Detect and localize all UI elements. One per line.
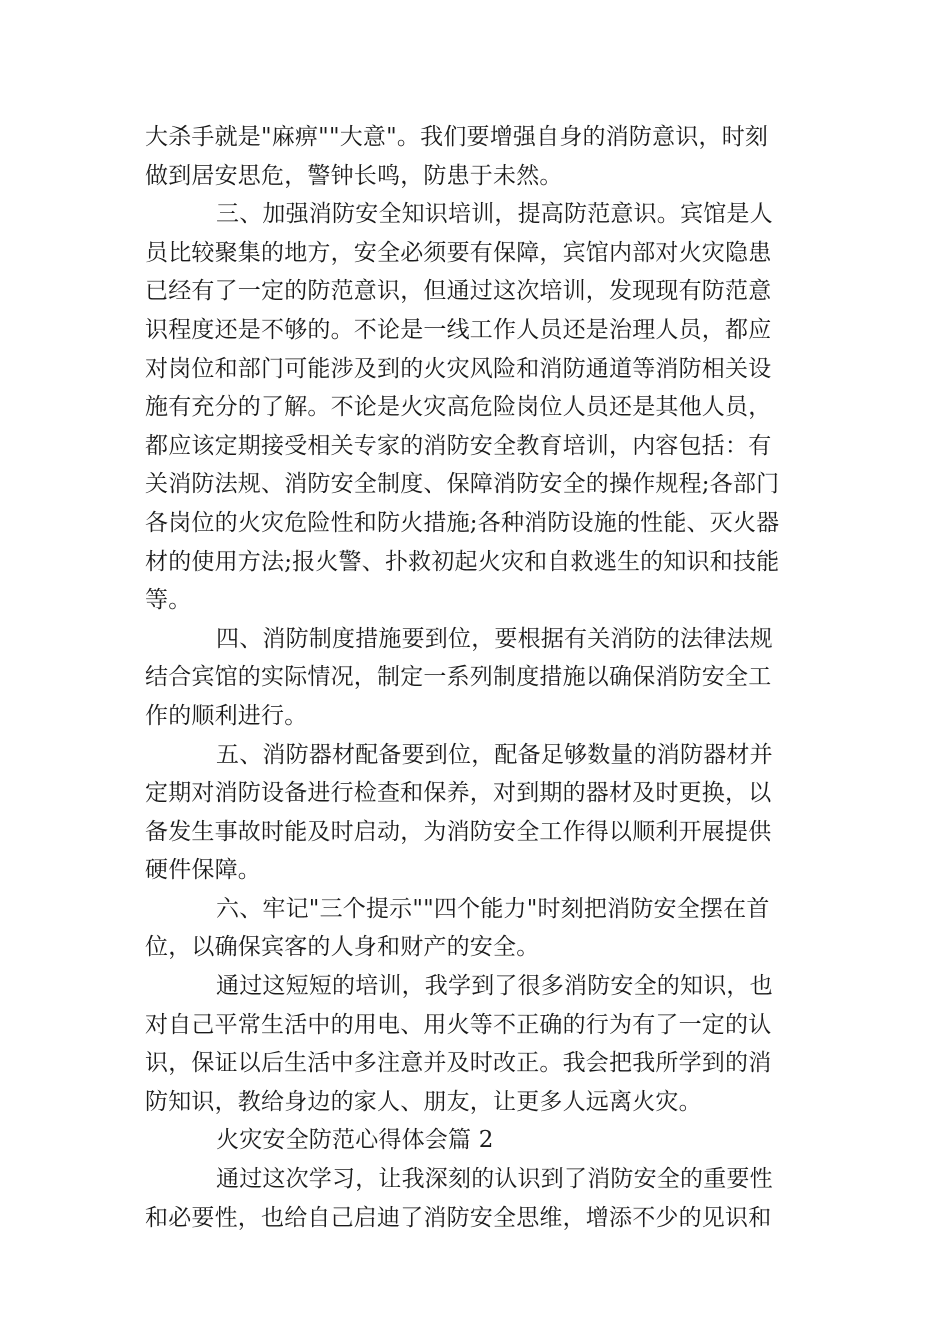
- text-line: 员比较聚集的地方，安全必须要有保障，宾馆内部对火灾隐患: [145, 239, 772, 266]
- paragraph-first-line: 通过这短短的培训，我学到了很多消防安全的知识，也: [216, 973, 773, 1000]
- text-line: 材的使用方法;报火警、扑救初起火灾和自救逃生的知识和技能: [145, 548, 780, 575]
- text-line: 施有充分的了解。不论是火灾高危险岗位人员还是其他人员，: [145, 394, 772, 421]
- document-body: [145, 118, 805, 1237]
- paragraph-first-line: 通过这次学习，让我深刻的认识到了消防安全的重要性: [216, 1166, 773, 1193]
- paragraph-first-line: 火灾安全防范心得体会篇 2: [216, 1127, 494, 1154]
- text-line: 防知识，教给身边的家人、朋友，让更多人远离火灾。: [145, 1088, 702, 1115]
- text-line: 等。: [145, 587, 192, 614]
- text-line: 识，保证以后生活中多注意并及时改正。我会把我所学到的消: [145, 1050, 772, 1077]
- text-line: 备发生事故时能及时启动，为消防安全工作得以顺利开展提供: [145, 818, 772, 845]
- text-line: 关消防法规、消防安全制度、保障消防安全的操作规程;各部门: [145, 471, 780, 498]
- text-line: 位，以确保宾客的人身和财产的安全。: [145, 934, 540, 961]
- text-line: 定期对消防设备进行检查和保养，对到期的器材及时更换，以: [145, 780, 772, 807]
- paragraph-first-line: 四、消防制度措施要到位，要根据有关消防的法律法规: [216, 625, 773, 652]
- paragraph-first-line: 六、牢记"三个提示""四个能力"时刻把消防安全摆在首: [216, 895, 770, 922]
- text-line: 对自己平常生活中的用电、用火等不正确的行为有了一定的认: [145, 1011, 772, 1038]
- text-line: 硬件保障。: [145, 857, 261, 884]
- text-line: 作的顺利进行。: [145, 702, 308, 729]
- text-line: 和必要性，也给自己启迪了消防安全思维，增添不少的见识和: [145, 1204, 772, 1231]
- text-line: 都应该定期接受相关专家的消防安全教育培训，内容包括：有: [145, 432, 772, 459]
- paragraph-first-line: 三、加强消防安全知识培训，提高防范意识。宾馆是人: [216, 201, 773, 228]
- text-line: 已经有了一定的防范意识，但通过这次培训，发现现有防范意: [145, 278, 772, 305]
- text-line: 对岗位和部门可能涉及到的火灾风险和消防通道等消防相关设: [145, 355, 772, 382]
- text-line: 识程度还是不够的。不论是一线工作人员还是治理人员，都应: [145, 316, 772, 343]
- text-line: 做到居安思危，警钟长鸣，防患于未然。: [145, 162, 563, 189]
- text-line: 大杀手就是"麻痹""大意"。我们要增强自身的消防意识，时刻: [145, 124, 769, 150]
- text-line: 各岗位的火灾危险性和防火措施;各种消防设施的性能、灭火器: [145, 509, 780, 536]
- paragraph-first-line: 五、消防器材配备要到位，配备足够数量的消防器材并: [216, 741, 773, 768]
- text-line: 结合宾馆的实际情况，制定一系列制度措施以确保消防安全工: [145, 664, 772, 691]
